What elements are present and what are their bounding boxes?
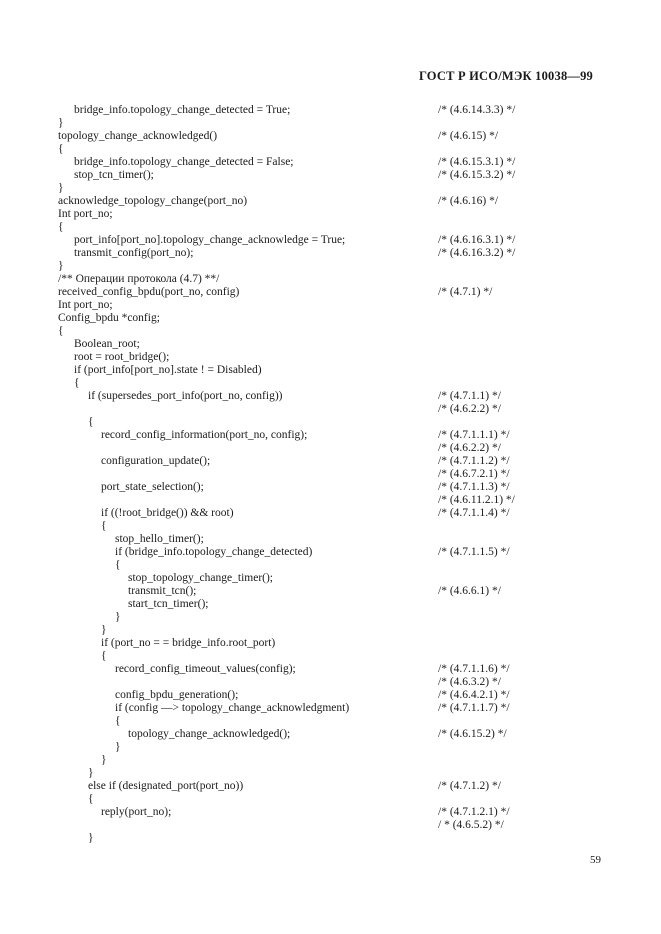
code-line: if (config —> topology_change_acknowledgment) [115,702,350,714]
code-line: else if (designated_port(port_no)) [88,780,244,792]
code-line: configuration_update(); [101,455,211,467]
code-comment: /* (4.7.1.2) */ [438,780,501,792]
code-comment: /* (4.6.2.2) */ [438,403,501,415]
code-comment: /* (4.7.1.1.6) */ [438,663,510,675]
code-line: config_bpdu_generation(); [115,689,239,701]
code-line: { [88,793,94,805]
code-comment: /* (4.7.1.1.3) */ [438,481,510,493]
code-line: { [74,377,80,389]
code-line: { [115,559,121,571]
code-line: Int port_no; [58,208,113,220]
code-comment: /* (4.7.1.1.4) */ [438,507,510,519]
code-line: topology_change_acknowledged() [58,130,218,142]
code-line: } [115,741,121,753]
code-line: bridge_info.topology_change_detected = True; [74,104,291,116]
code-comment: /* (4.7.1.1.5) */ [438,546,510,558]
code-line: port_info[port_no].topology_change_acknowledge = True; [74,234,346,246]
code-line: } [101,754,107,766]
code-line: if (port_no = = bridge_info.root_port) [101,637,276,649]
code-line: { [101,520,107,532]
code-comment: /* (4.6.6.1) */ [438,585,501,597]
page-header-title: ГОСТ Р ИСО/МЭК 10038—99 [418,69,593,83]
code-line: stop_hello_timer(); [115,533,204,545]
code-line: transmit_config(port_no); [74,247,194,259]
code-line: root = root_bridge(); [74,351,170,363]
code-comment: /* (4.6.16.3.2) */ [438,247,516,259]
code-comment: /* (4.7.1.1) */ [438,390,501,402]
code-comment: /* (4.6.15.2) */ [438,728,507,740]
code-comment: /* (4.7.1.1.1) */ [438,429,510,441]
code-line: record_config_information(port_no, config); [101,429,308,441]
code-line: record_config_timeout_values(config); [115,663,296,675]
code-line: { [101,650,107,662]
code-comment: /* (4.7.1.1.2) */ [438,455,510,467]
code-line: { [58,221,64,233]
code-line: { [88,416,94,428]
code-comment: /* (4.6.4.2.1) */ [438,689,510,701]
code-line: Boolean_root; [74,338,140,350]
code-line: reply(port_no); [101,806,172,818]
code-line: stop_tcn_timer(); [74,169,154,181]
code-comment: /* (4.6.15) */ [438,130,499,142]
code-line: Int port_no; [58,299,113,311]
code-line: { [115,715,121,727]
code-line: } [58,260,64,272]
code-line: } [88,832,94,844]
code-comment: /* (4.6.14.3.3) */ [438,104,516,116]
code-comment: /* (4.7.1.1.7) */ [438,702,510,714]
code-line: port_state_selection(); [101,481,204,493]
code-line: start_tcn_timer(); [128,598,209,610]
code-line: } [58,182,64,194]
code-line: transmit_tcn(); [128,585,197,597]
code-comment: /* (4.6.11.2.1) */ [438,494,515,506]
code-line: if (supersedes_port_info(port_no, config)) [88,390,283,402]
code-line: if (bridge_info.topology_change_detected) [115,546,313,558]
code-comment: /* (4.6.7.2.1) */ [438,468,510,480]
page-number: 59 [590,854,601,866]
code-line: /** Операции протокола (4.7) **/ [58,273,220,285]
code-line: } [115,611,121,623]
code-line: acknowledge_topology_change(port_no) [58,195,248,207]
code-line: } [101,624,107,636]
code-comment: /* (4.7.1.2.1) */ [438,806,510,818]
code-comment: /* (4.6.15.3.2) */ [438,169,516,181]
code-line: bridge_info.topology_change_detected = False; [74,156,294,168]
code-line: topology_change_acknowledged(); [128,728,291,740]
code-comment: /* (4.6.15.3.1) */ [438,156,516,168]
code-comment: /* (4.7.1) */ [438,286,493,298]
code-comment: /* (4.6.16) */ [438,195,499,207]
code-line: received_config_bpdu(port_no, config) [58,286,240,298]
code-line: } [88,767,94,779]
code-comment: /* (4.6.2.2) */ [438,442,501,454]
code-line: { [58,325,64,337]
code-comment: /* (4.6.3.2) */ [438,676,501,688]
code-line: if ((!root_bridge()) && root) [101,507,234,519]
code-line: { [58,143,64,155]
code-line: stop_topology_change_timer(); [128,572,273,584]
code-comment: /* (4.6.16.3.1) */ [438,234,516,246]
code-line: if (port_info[port_no].state ! = Disabled) [74,364,262,376]
code-comment: / * (4.6.5.2) */ [438,819,504,831]
code-line: } [58,117,64,129]
code-line: Config_bpdu *config; [58,312,160,324]
